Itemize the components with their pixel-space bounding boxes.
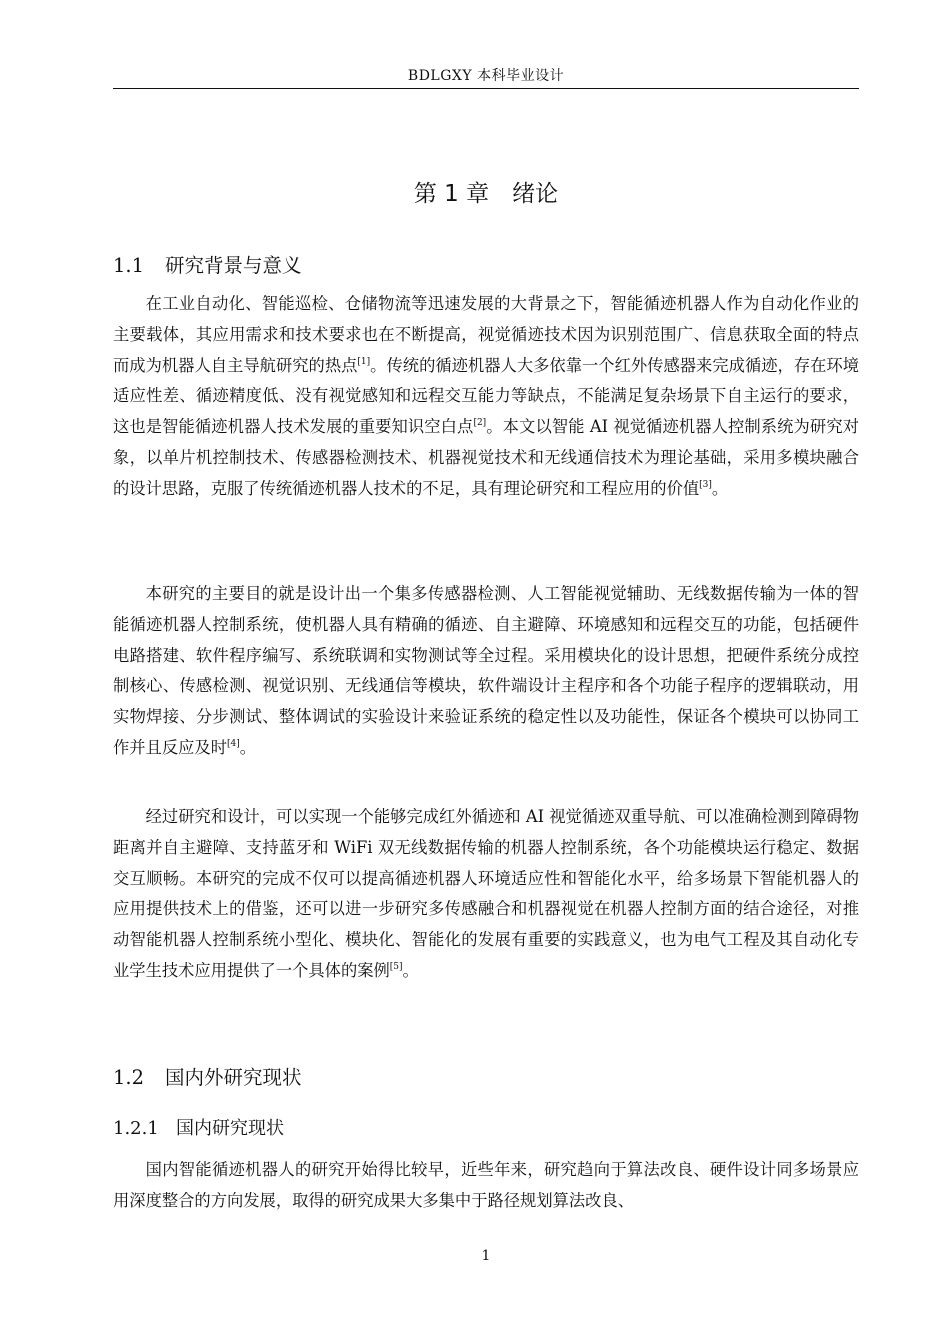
running-header: BDLGXY 本科毕业设计 — [407, 68, 565, 84]
header-divider — [113, 88, 859, 89]
chapter-title: 第 1 章 绪论 — [413, 181, 559, 207]
citation-ref: [2] — [473, 418, 487, 429]
paragraph-text: 经过研究和设计，可以实现一个能够完成红外循迹和 AI 视觉循迹双重导航、可以准确检测到障碍物距离并自主避障、支持蓝牙和 WiFi 双无线数据传输的机器人控制系统，各个功能模块运行稳定、数据交互顺畅。本研究的完成不仅可以提高循迹机器人环境适应性和智能化水平，给多场景下智能机器人的应用提供技术上的借鉴，还可以进一步研究多传感融合和机器视觉在机器人控制方面的结合途径，对推动智能机器人控制系统小型化、模块化、智能化的发展有重要的实践意义，也为电气工程及其自动化专业学生技术应用提供了一个具体的案例 — [113, 807, 859, 980]
section-number: 1.2 — [113, 1066, 145, 1089]
citation-ref: [1] — [357, 356, 371, 367]
section-heading-1-1 — [113, 252, 302, 280]
section-title: 研究背景与意义 — [165, 254, 302, 277]
section-number: 1.1 — [113, 254, 145, 277]
subsection-title: 国内研究现状 — [176, 1118, 284, 1139]
citation-ref: [5] — [389, 961, 403, 972]
paragraph-text: 。 — [711, 478, 729, 498]
paragraph-text: 在工业自动化、智能巡检、仓储物流等迅速发展的大背景之下，智能循迹机器人作为自动化作业的主要载体，其应用需求和技术要求也在不断提高，视觉循迹技术因为识别范围广、信息获取全面的特点而成为机器人自主导航研究的热点 — [113, 294, 859, 375]
paragraph-text: 国内智能循迹机器人的研究开始得比较早，近些年来，研究趋向于算法改良、硬件设计同多场景应用深度整合的方向发展，取得的研究成果大多集中于路径规划算法改良、 — [113, 1160, 859, 1210]
paragraph-domestic-research — [113, 1155, 859, 1217]
section-heading-1-2 — [113, 1064, 302, 1092]
paragraph-text: 。 — [239, 737, 257, 757]
section-title: 国内外研究现状 — [165, 1066, 302, 1089]
paragraph-background-2 — [113, 579, 859, 764]
paragraph-text: 本研究的主要目的就是设计出一个集多传感器检测、人工智能视觉辅助、无线数据传输为一体的智能循迹机器人控制系统，使机器人具有精确的循迹、自主避障、环境感知和远程交互的功能，包括硬件电路搭建、软件程序编写、系统联调和实物测试等全过程。采用模块化的设计思想，把硬件系统分成控制核心、传感检测、视觉识别、无线通信等模块，软件端设计主程序和各个功能子程序的逻辑联动，用实物焊接、分步测试、整体调试的实验设计来验证系统的稳定性以及功能性，保证各个模块可以协同工作并且反应及时 — [113, 584, 859, 757]
paragraph-text: 。传统的循迹机器人大多依靠一个红外传感器来完成循迹，存在环境适应性差、循迹精度低、没有视觉感知和远程交互能力等缺点，不能满足复杂场景下自主运行的要求，这也是智能循迹机器人技术发展的重要知识空白点 — [113, 355, 859, 437]
paragraph-background-3 — [113, 802, 859, 987]
paragraph-background-1 — [113, 289, 859, 505]
citation-ref: [3] — [699, 479, 712, 490]
citation-ref: [4] — [226, 738, 240, 749]
subsection-heading-1-2-1 — [113, 1116, 284, 1142]
subsection-number: 1.2.1 — [113, 1118, 159, 1139]
paragraph-text: 。本文以智能 AI 视觉循迹机器人控制系统为研究对象，以单片机控制技术、传感器检测技术、机器视觉技术和无线通信技术为理论基础，采用多模块融合的设计思路，克服了传统循迹机器人技术的不足，具有理论研究和工程应用的价值 — [113, 417, 859, 498]
page-number: 1 — [481, 1248, 491, 1264]
paragraph-text: 。 — [402, 960, 419, 980]
